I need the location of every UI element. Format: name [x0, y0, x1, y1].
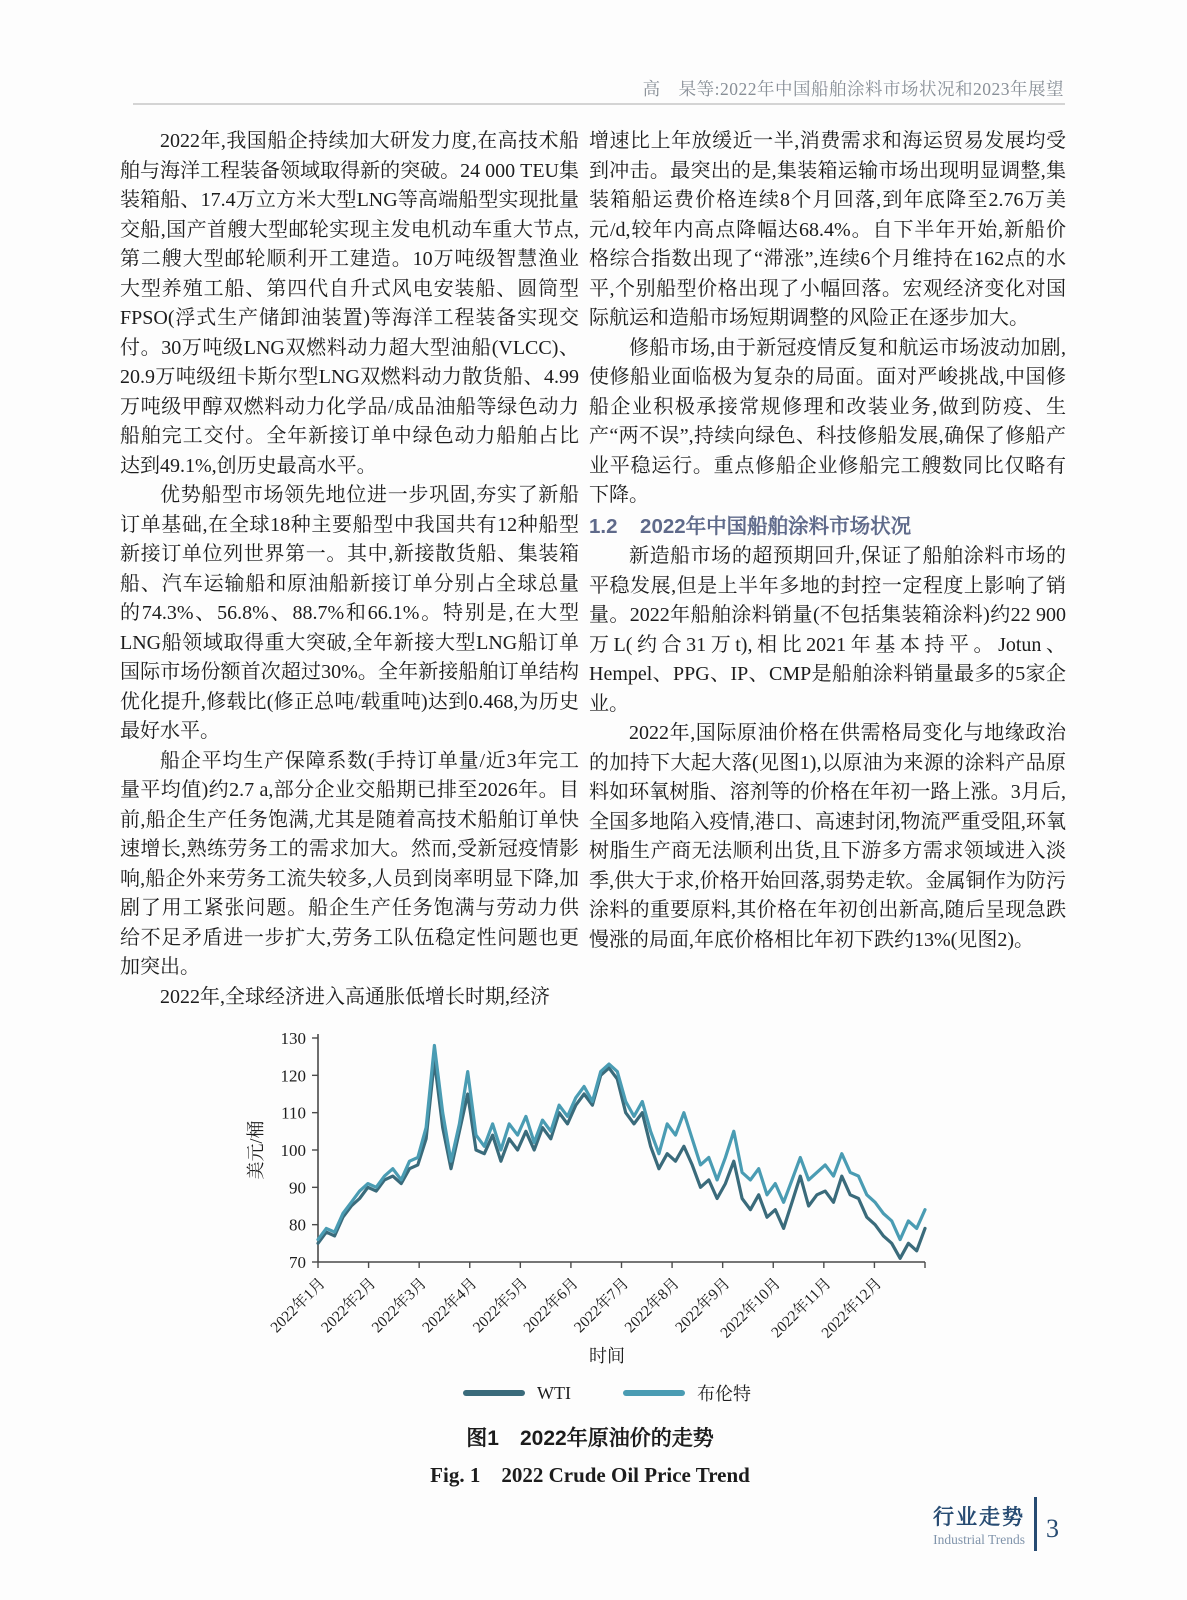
right-column — [589, 127, 1066, 955]
svg-text:2022年10月: 2022年10月 — [717, 1274, 785, 1342]
chart-legend — [240, 1380, 940, 1406]
section-heading — [589, 512, 1066, 542]
paragraph: 2022年,我国船企持续加大研发力度,在高技术船舶与海洋工程装备领域取得新的突破。24 000 TEU集装箱船、17.4万立方米大型LNG等高端船型实现批量交船,国产首艘大型邮轮实现主发电机动车重大节点,第二艘大型邮轮顺利开工建造。10万吨级智慧渔业大型养殖工船、第四代自升式风电安装船、圆筒型FPSO(浮式生产储卸油装置)等海洋工程装备实现交付。30万吨级LNG双燃料动力超大型油船(VLCC)、20.9万吨级纽卡斯尔型LNG双燃料动力散货船、4.99万吨级甲醇双燃料动力化学品/成品油船等绿色动力船舶完工交付。全年新接订单中绿色动力船舶占比达到49.1%,创历史最高水平。 — [120, 130, 579, 477]
svg-text:110: 110 — [281, 1103, 306, 1123]
page-number: 3 — [1046, 1514, 1059, 1543]
svg-text:100: 100 — [280, 1141, 306, 1160]
svg-text:2022年12月: 2022年12月 — [818, 1274, 886, 1342]
paragraph: 优势船型市场领先地位进一步巩固,夯实了新船订单基础,在全球18种主要船型中我国共有12种船型新接订单位列世界第一。其中,新接散货船、集装箱船、汽车运输船和原油船新接订单分别占全球总量的74.3%、56.8%、88.7%和66.1%。特别是,在大型LNG船领域取得重大突破,全年新接大型LNG船订单国际市场份额首次超过30%。全年新接船舶订单结构优化提升,修载比(修正总吨/载重吨)达到0.468,为历史最好水平。 — [120, 484, 579, 742]
svg-text:2022年5月: 2022年5月 — [469, 1274, 532, 1337]
legend-item-WTI — [463, 1383, 571, 1404]
section-number: 1.2 — [589, 514, 618, 538]
header-divider — [133, 103, 1065, 105]
legend-line-swatch — [463, 1390, 525, 1396]
paragraph: 船企平均生产保障系数(手持订单量/近3年完工量平均值)约2.7 a,部分企业交船期已排至2026年。目前,船企生产任务饱满,尤其是随着高技术船舶订单快速增长,熟练劳务工的需求加大。然而,受新冠疫情影响,船企外来劳务工流失较多,人员到岗率明显下降,加剧了用工紧张问题。船企生产任务饱满与劳动力供给不足矛盾进一步扩大,劳务工队伍稳定性问题也更加突出。 — [120, 749, 579, 978]
svg-text:2022年2月: 2022年2月 — [318, 1274, 380, 1337]
svg-text:2022年3月: 2022年3月 — [368, 1274, 430, 1337]
svg-text:90: 90 — [289, 1178, 306, 1198]
svg-text:美元/桶: 美元/桶 — [246, 1120, 266, 1180]
figure-1 — [240, 1024, 940, 1489]
section-title: 2022年中国船舶涂料市场状况 — [640, 514, 912, 538]
svg-text:70: 70 — [289, 1253, 306, 1272]
x-axis-title: 时间 — [589, 1346, 625, 1366]
svg-text:2022年9月: 2022年9月 — [672, 1274, 734, 1337]
legend-label: 布伦特 — [696, 1384, 751, 1404]
running-head: 高 杲等:2022年中国船舶涂料市场状况和2023年展望 — [642, 79, 1064, 99]
svg-text:120: 120 — [280, 1066, 306, 1086]
paragraph: 增速比上年放缓近一半,消费需求和海运贸易发展均受到冲击。最突出的是,集装箱运输市场出现明显调整,集装箱船运费价格连续8个月回落,到年底降至2.76万美元/d,较年内高点降幅达68.4%。自下半年开始,新船价格综合指数出现了“滞涨”,连续6个月维持在162点的水平,个别船型价格出现了小幅回落。宏观经济变化对国际航运和造船市场短期调整的风险正在逐步加大。 — [589, 130, 1066, 329]
svg-text:80: 80 — [289, 1215, 306, 1235]
svg-text:2022年6月: 2022年6月 — [520, 1274, 582, 1337]
footer-section-zh: 行业走势 — [933, 1505, 1025, 1529]
legend-item-布伦特 — [623, 1380, 751, 1406]
figure-caption-zh: 图1 2022年原油价的走势 — [466, 1427, 714, 1450]
svg-text:2022年7月: 2022年7月 — [570, 1274, 633, 1337]
svg-text:130: 130 — [280, 1029, 306, 1048]
paragraph: 2022年,国际原油价格在供需格局变化与地缘政治的加持下大起大落(见图1),以原油为来源的涂料产品原料如环氧树脂、溶剂等的价格在年初一路上涨。3月后,全国多地陷入疫情,港口、高速封闭,物流严重受阻,环氧树脂生产商无法顺利出货,且下游多方需求领域进入淡季,供大于求,价格开始回落,弱势走软。金属铜作为防污涂料的重要原料,其价格在年初创出新高,随后呈现急跌慢涨的局面,年底价格相比年初下跌约13%(见图2)。 — [589, 722, 1066, 951]
page-footer — [933, 1497, 1059, 1551]
paragraph: 修船市场,由于新冠疫情反复和航运市场波动加剧,使修船业面临极为复杂的局面。面对严峻挑战,中国修船企业积极承接常规修理和改装业务,做到防疫、生产“两不误”,持续向绿色、科技修船发展,确保了修船产业平稳运行。重点修船企业修船完工艘数同比仅略有下降。 — [589, 336, 1066, 506]
svg-text:2022年11月: 2022年11月 — [768, 1274, 835, 1342]
left-column — [120, 127, 579, 1012]
svg-text:2022年4月: 2022年4月 — [419, 1274, 481, 1337]
footer-section — [933, 1501, 1025, 1548]
paragraph: 2022年,全球经济进入高通胀低增长时期,经济 — [160, 985, 550, 1008]
footer-section-en: Industrial Trends — [933, 1531, 1025, 1547]
figure-caption — [240, 1422, 940, 1489]
figure-caption-en: Fig. 1 2022 Crude Oil Price Trend — [430, 1463, 750, 1487]
crude-oil-price-chart — [240, 1024, 940, 1354]
svg-text:2022年1月: 2022年1月 — [267, 1274, 329, 1337]
paragraph: 新造船市场的超预期回升,保证了船舶涂料市场的平稳发展,但是上半年多地的封控一定程度上影响了销量。2022年船舶涂料销量(不包括集装箱涂料)约22 900万L(约合31万t),相比2021年基本持平。Jotun、Hempel、PPG、IP、CMP是船舶涂料销量最多的5家企业。 — [589, 545, 1066, 715]
legend-label: WTI — [537, 1382, 571, 1403]
svg-text:2022年8月: 2022年8月 — [621, 1274, 683, 1337]
legend-line-swatch — [623, 1390, 685, 1396]
footer-divider — [1034, 1497, 1037, 1551]
